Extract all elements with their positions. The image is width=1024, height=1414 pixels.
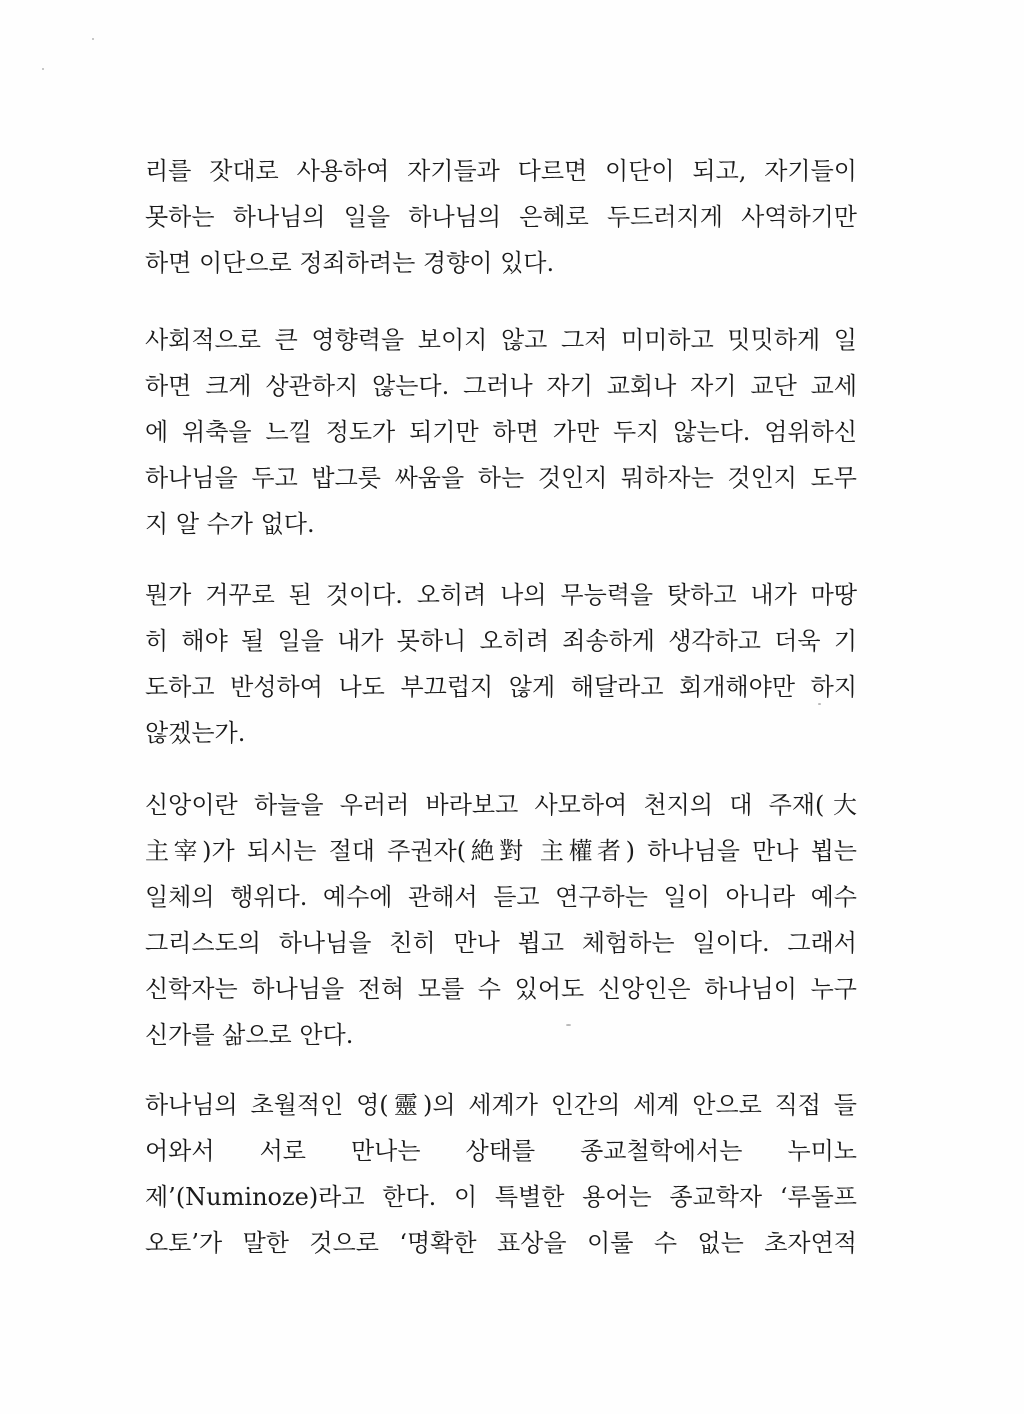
- text-line: 어와서 서로 만나는 상태를 종교철학에서는 누미노: [145, 1137, 857, 1165]
- text-line: 오토’가 말한 것으로 ‘명확한 표상을 이룰 수 없는 초자연적: [145, 1229, 857, 1257]
- text-line: 제’(Numinoze)라고 한다. 이 특별한 용어는 종교학자 ‘루돌프: [145, 1183, 857, 1211]
- text-line: 못하는 하나님의 일을 하나님의 은혜로 두드러지게 사역하기만: [145, 203, 857, 231]
- paragraph-2: [145, 317, 857, 547]
- scan-speck: [92, 38, 94, 40]
- scan-speck: [42, 68, 44, 70]
- text-line: 하나님의 초월적인 영(靈)의 세계가 인간의 세계 안으로 직접 들: [145, 1091, 857, 1119]
- text-line: 지 알 수가 없다.: [145, 510, 315, 538]
- text-line: 뭔가 거꾸로 된 것이다. 오히려 나의 무능력을 탓하고 내가 마땅: [145, 581, 857, 609]
- paragraph-3: [145, 572, 857, 756]
- text-line: 신학자는 하나님을 전혀 모를 수 있어도 신앙인은 하나님이 누구: [145, 975, 857, 1003]
- text-line: 신가를 삶으로 안다.: [145, 1021, 354, 1049]
- text-line: 하면 이단으로 정죄하려는 경향이 있다.: [145, 249, 555, 277]
- text-line: 하면 크게 상관하지 않는다. 그러나 자기 교회나 자기 교단 교세: [145, 372, 857, 400]
- text-line: 신앙이란 하늘을 우러러 바라보고 사모하여 천지의 대 주재(大: [145, 791, 857, 819]
- paragraph-4: [145, 782, 857, 1058]
- text-line: 않겠는가.: [145, 719, 246, 747]
- text-line: 하나님을 두고 밥그릇 싸움을 하는 것인지 뭐하자는 것인지 도무: [145, 464, 857, 492]
- text-line: 사회적으로 큰 영향력을 보이지 않고 그저 미미하고 밋밋하게 일: [145, 326, 857, 354]
- text-line: 그리스도의 하나님을 친히 만나 뵙고 체험하는 일이다. 그래서: [145, 929, 857, 957]
- text-line: 일체의 행위다. 예수에 관해서 듣고 연구하는 일이 아니라 예수: [145, 883, 857, 911]
- paragraph-1: [145, 148, 857, 286]
- text-line: 히 해야 될 일을 내가 못하니 오히려 죄송하게 생각하고 더욱 기: [145, 627, 857, 655]
- text-line: 에 위축을 느낄 정도가 되기만 하면 가만 두지 않는다. 엄위하신: [145, 418, 857, 446]
- text-line: 도하고 반성하여 나도 부끄럽지 않게 해달라고 회개해야만 하지: [145, 673, 857, 701]
- paragraph-5: [145, 1082, 857, 1266]
- text-line: 主宰)가 되시는 절대 주권자(絶對 主權者) 하나님을 만나 뵙는: [145, 837, 857, 865]
- text-line: 리를 잣대로 사용하여 자기들과 다르면 이단이 되고, 자기들이: [145, 157, 857, 185]
